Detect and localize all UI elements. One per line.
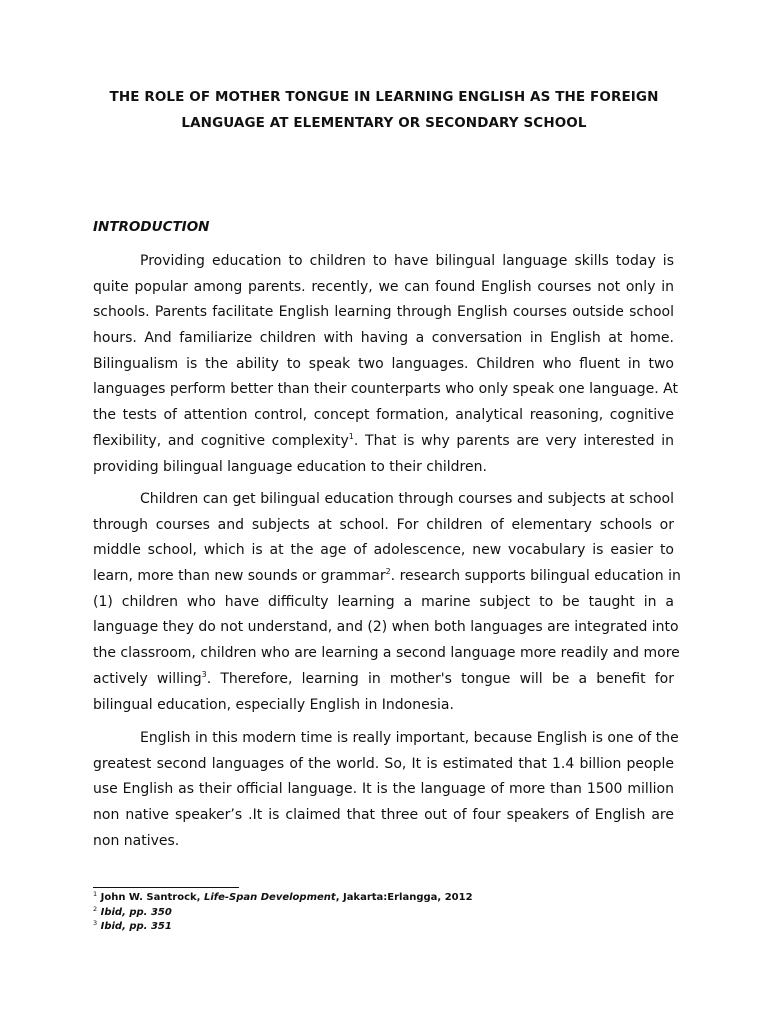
text-line: providing bilingual language education to their children. <box>93 458 487 475</box>
text-line <box>93 429 674 455</box>
footnote-book-title: Life-Span Development <box>203 892 336 903</box>
text-line: greatest second languages of the world. So, It is estimated that 1.4 billion people <box>93 755 674 772</box>
text-line: the classroom, children who are learning a second language more readily and more <box>93 645 680 662</box>
page-title <box>94 84 674 136</box>
footnote-mark: 2 <box>93 904 98 913</box>
footnote-ref-1[interactable]: 1 <box>348 431 354 441</box>
text-line: bilingual education, especially English in Indonesia. <box>93 696 454 713</box>
text-line: schools. Parents facilitate English learning through English courses outside school <box>93 304 674 321</box>
title-line: LANGUAGE AT ELEMENTARY OR SECONDARY SCHOOL <box>181 115 587 131</box>
text-line: use English as their official language. It is the language of more than 1500 million <box>93 781 674 798</box>
footnote-author: John W. Santrock, <box>100 892 204 903</box>
section-heading: INTRODUCTION <box>93 219 210 235</box>
text-line: the tests of attention control, concept formation, analytical reasoning, cognitive <box>93 407 674 424</box>
footnote-ref-2[interactable]: 2 <box>385 567 391 577</box>
footnote-publisher: , Jakarta:Erlangga, 2012 <box>335 892 473 903</box>
text-line: (1) children who have difficulty learning a marine subject to be taught in a <box>93 593 674 610</box>
footnotes <box>93 891 473 935</box>
footnote-1 <box>93 891 473 906</box>
footnote-text: Ibid, pp. 351 <box>100 921 172 932</box>
text-line: Bilingualism is the ability to speak two languages. Children who fluent in two <box>93 355 674 372</box>
text-line: Providing education to children to have bilingual language skills today is <box>140 253 674 269</box>
footnote-mark: 3 <box>93 919 98 927</box>
text-line: language they do not understand, and (2) when both languages are integrated into <box>93 619 679 636</box>
footnote-divider <box>93 887 239 888</box>
footnote-3 <box>93 920 473 935</box>
text-line: English in this modern time is really important, because English is one of the <box>140 730 679 746</box>
text-line: languages perform better than their counterparts who only speak one language. At <box>93 381 678 398</box>
text-line: Children can get bilingual education through courses and subjects at school <box>140 491 674 507</box>
text-line: through courses and subjects at school. For children of elementary schools or <box>93 516 674 533</box>
text-line: non native speaker’s .It is claimed that three out of four speakers of English are <box>93 807 674 824</box>
paragraph-2 <box>93 487 681 718</box>
text-segment: . research supports bilingual education in <box>390 568 681 585</box>
text-line: hours. And familiarize children with having a conversation in English at home. <box>93 330 674 347</box>
text-segment: flexibility, and cognitive complexity <box>93 432 349 449</box>
text-line <box>93 564 681 590</box>
text-segment: . Therefore, learning in mother's tongue will be a benefit for <box>206 670 674 687</box>
text-segment: learn, more than new sounds or grammar <box>93 568 386 585</box>
text-line: quite popular among parents. recently, we can found English courses not only in <box>93 278 674 295</box>
text-segment: . That is why parents are very interested in <box>353 432 674 449</box>
text-line <box>93 667 674 693</box>
text-line: middle school, which is at the age of adolescence, new vocabulary is easier to <box>93 542 674 559</box>
title-line: THE ROLE OF MOTHER TONGUE IN LEARNING ENGLISH AS THE FOREIGN <box>109 89 659 105</box>
footnote-ref-3[interactable]: 3 <box>201 669 207 679</box>
paragraph-3 <box>93 726 679 854</box>
footnote-text: Ibid, pp. 350 <box>100 906 172 918</box>
paragraph-1 <box>93 249 678 480</box>
text-line: non natives. <box>93 832 180 849</box>
text-segment: actively willing <box>93 670 202 687</box>
footnote-2 <box>93 906 473 921</box>
footnote-mark: 1 <box>93 890 98 898</box>
